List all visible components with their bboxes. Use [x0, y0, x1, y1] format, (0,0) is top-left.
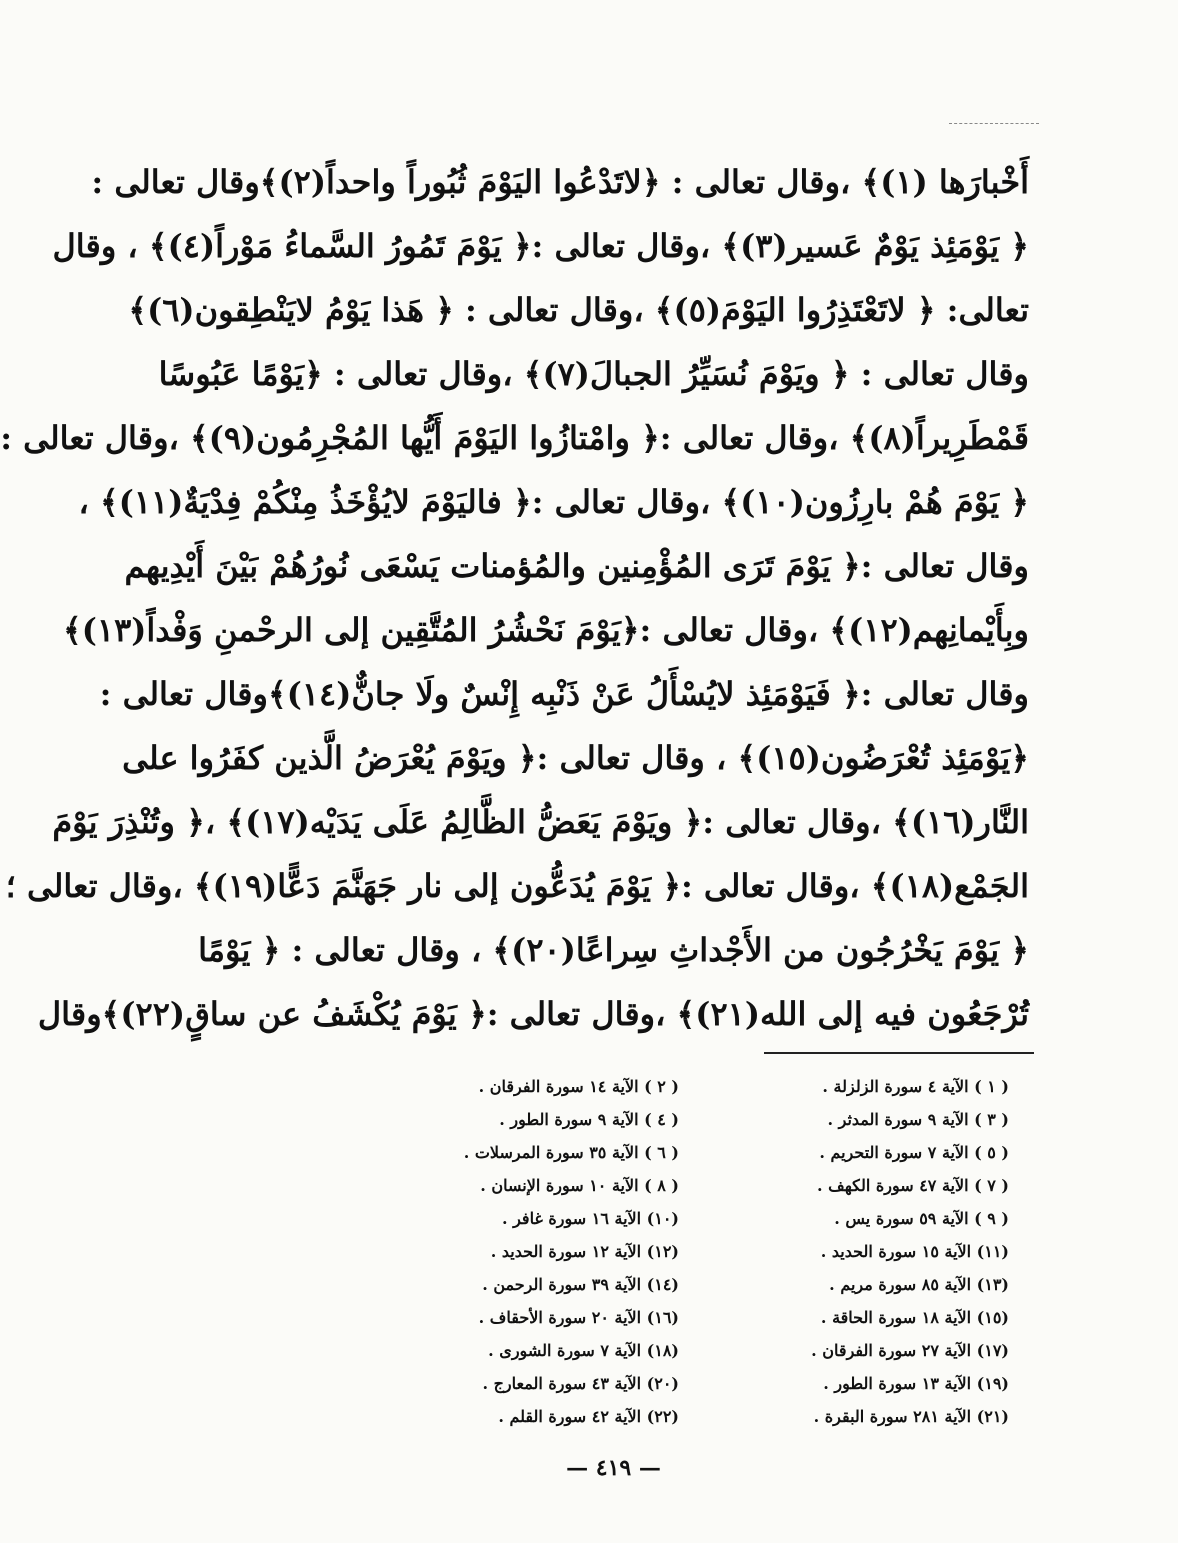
footnote-separator: [764, 1052, 1034, 1054]
footnotes: [349, 1070, 1009, 1433]
footnote-item: ( ٨ ) الآية ١٠ سورة الإنسان .: [480, 1176, 679, 1195]
footnote-item: (١١) الآية ١٥ سورة الحديد .: [820, 1242, 1009, 1261]
footnote-item: ( ١ ) الآية ٤ سورة الزلزلة .: [822, 1077, 1009, 1096]
text-line: وقال تعالى : ﴿ ويَوْمَ نُسَيِّرُ الجبالَ(٧)﴾ ،وقال تعالى : ﴿يَوْمًا عَبُوسًا: [158, 355, 1029, 393]
text-line: ﴿ يَوْمَ هُمْ بارِزُون(١٠)﴾ ،وقال تعالى :﴿ فاليَوْمَ لايُؤْخَذُ مِنْكُمْ فِدْيَةٌ(١١)﴾ ،: [78, 483, 1029, 521]
footnote-item: ( ٢ ) الآية ١٤ سورة الفرقان .: [478, 1077, 679, 1096]
footnote-item: (٢٢) الآية ٤٢ سورة القلم .: [498, 1407, 679, 1426]
text-line: الجَمْع(١٨)﴾ ،وقال تعالى :﴿ يَوْمَ يُدَعُّون إلى نار جَهَنَّمَ دَعًّا(١٩)﴾ ،وقال تعالى ؛: [5, 867, 1029, 905]
text-line: ﴿ يَوْمَ يَخْرُجُون من الأَجْداثِ سِراعًا(٢٠)﴾ ، وقال تعالى : ﴿ يَوْمًا: [198, 931, 1029, 969]
text-line: وقال تعالى :﴿ فَيَوْمَئِذ لايُسْأَلُ عَنْ ذَنْبِه إِنْسٌ ولَا جانٌّ(١٤)﴾وقال تعالى :: [99, 675, 1029, 713]
top-decorative-rule: [949, 123, 1039, 124]
footnote-item: ( ٦ ) الآية ٣٥ سورة المرسلات .: [463, 1143, 679, 1162]
text-line: وبِأَيْمانِهم(١٢)﴾ ،وقال تعالى :﴿يَوْمَ نَحْشُرُ المُتَّقِين إلى الرحْمنِ وَفْداً(١٣)﴾: [62, 611, 1029, 649]
text-line: ﴿يَوْمَئِذ تُعْرَضُون(١٥)﴾ ، وقال تعالى :﴿ ويَوْمَ يُعْرَضُ الَّذين كفَرُوا على: [122, 739, 1029, 777]
footnote-item: (١٤) الآية ٣٩ سورة الرحمن .: [482, 1275, 679, 1294]
footnote-item: (١٠) الآية ١٦ سورة غافر .: [501, 1209, 679, 1228]
text-line: أَخْبارَها (١)﴾ ،وقال تعالى : ﴿لاتَدْعُوا اليَوْمَ ثُبُوراً واحداً(٢)﴾وقال تعالى :: [91, 163, 1029, 201]
footnote-item: (١٥) الآية ١٨ سورة الحاقة .: [820, 1308, 1009, 1327]
footnote-item: (١٣) الآية ٨٥ سورة مريم .: [829, 1275, 1009, 1294]
text-line: قَمْطَرِيراً(٨)﴾ ،وقال تعالى :﴿ وامْتازُوا اليَوْمَ أَيُّها المُجْرِمُون(٩)﴾ ،وقال تعالى :: [0, 419, 1029, 457]
footnote-item: ( ٩ ) الآية ٥٩ سورة يس .: [834, 1209, 1009, 1228]
page-number: — ٤١٩ —: [566, 1455, 661, 1481]
footnotes-column-left: [349, 1070, 679, 1433]
footnote-item: (٢١) الآية ٢٨١ سورة البقرة .: [813, 1407, 1009, 1426]
footnotes-column-right: [679, 1070, 1009, 1433]
text-line: تعالى: ﴿ لاتَعْتَذِرُوا اليَوْمَ(٥)﴾ ،وقال تعالى : ﴿ هَذا يَوْمُ لايَنْطِقون(٦)﴾: [128, 291, 1029, 329]
text-line: وقال تعالى :﴿ يَوْمَ تَرَى المُؤْمِنين والمُؤمنات يَسْعَى نُورُهُمْ بَيْنَ أَيْدِيهم: [124, 547, 1029, 585]
footnote-item: (١٩) الآية ١٣ سورة الطور .: [823, 1374, 1009, 1393]
footnote-item: (١٦) الآية ٢٠ سورة الأحقاف .: [478, 1308, 679, 1327]
footnote-item: (١٧) الآية ٢٧ سورة الفرقان .: [811, 1341, 1009, 1360]
text-line: ﴿ يَوْمَئِذ يَوْمٌ عَسير(٣)﴾ ،وقال تعالى :﴿ يَوْمَ تَمُورُ السَّماءُ مَوْراً(٤)﴾ ، وقال: [52, 227, 1029, 265]
text-line: النَّار(١٦)﴾ ،وقال تعالى :﴿ ويَوْمَ يَعَضُّ الظَّالِمُ عَلَى يَدَيْه(١٧)﴾ ،﴿ وتُنْذِرَ يَوْمَ: [52, 803, 1029, 841]
footnote-item: (٢٠) الآية ٤٣ سورة المعارج .: [482, 1374, 679, 1393]
footnote-item: ( ٥ ) الآية ٧ سورة التحريم .: [819, 1143, 1009, 1162]
text-line: تُرْجَعُون فيه إلى الله(٢١)﴾ ،وقال تعالى :﴿ يَوْمَ يُكْشَفُ عن ساقٍ(٢٢)﴾وقال: [37, 995, 1029, 1033]
footnote-item: ( ٧ ) الآية ٤٧ سورة الكهف .: [817, 1176, 1009, 1195]
footnote-item: ( ٣ ) الآية ٩ سورة المدثر .: [827, 1110, 1009, 1129]
footnote-item: ( ٤ ) الآية ٩ سورة الطور .: [499, 1110, 679, 1129]
main-text-body: [0, 150, 1029, 1046]
footnote-item: (١٢) الآية ١٢ سورة الحديد .: [490, 1242, 679, 1261]
footnote-item: (١٨) الآية ٧ سورة الشورى .: [488, 1341, 679, 1360]
